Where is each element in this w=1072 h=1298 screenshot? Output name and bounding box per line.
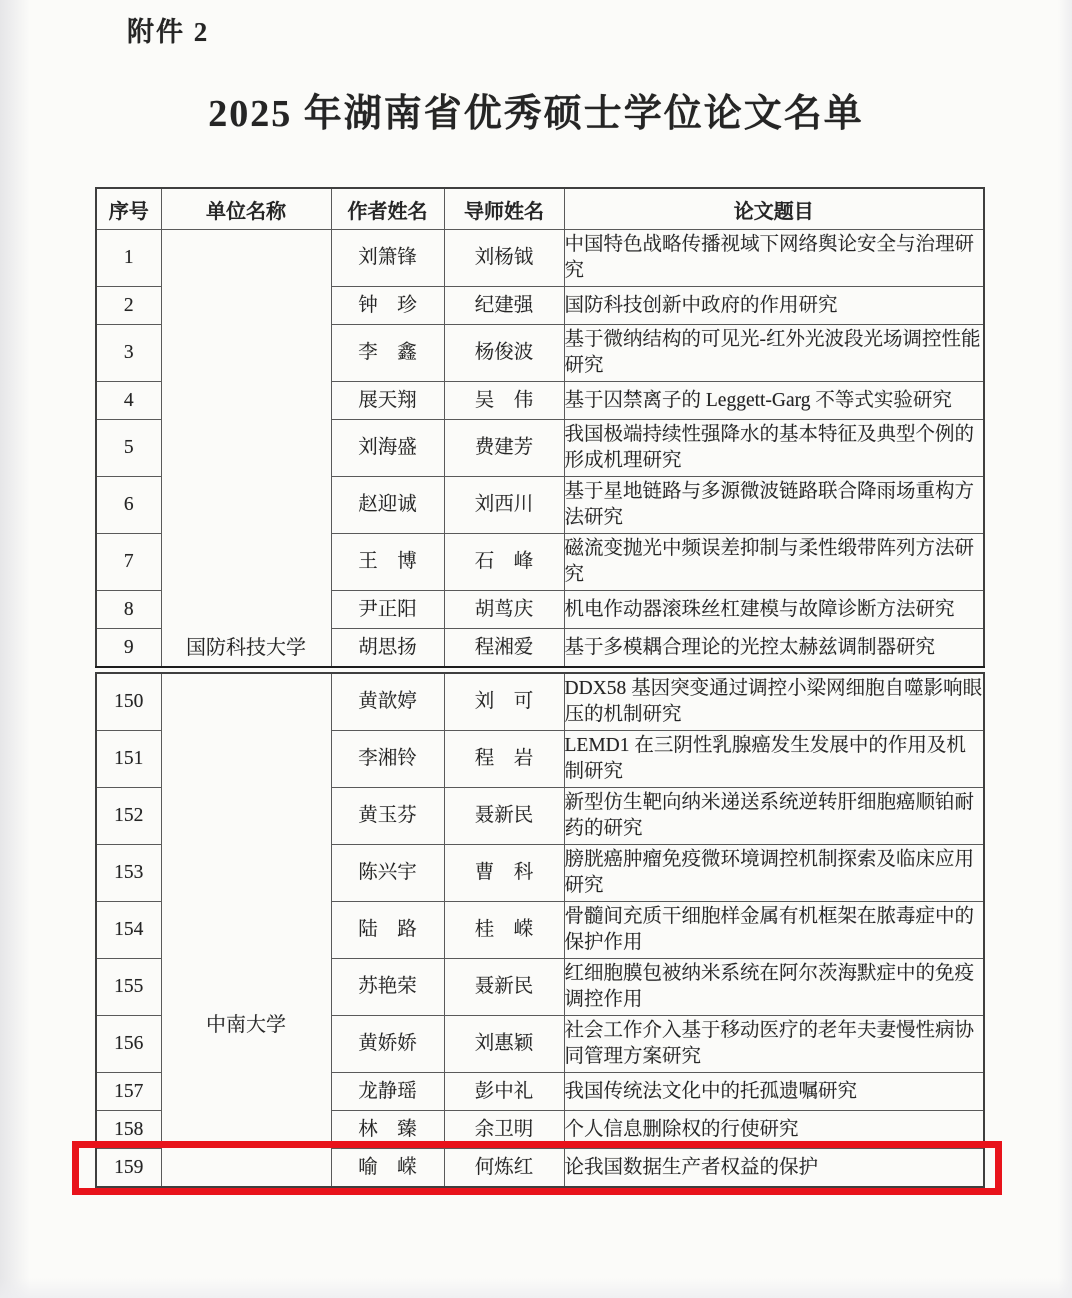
unit-name: 国防科技大学 (186, 637, 306, 659)
scan-artifact-bottom (0, 1278, 1072, 1298)
row-number-cell: 157 (96, 1073, 161, 1111)
unit-name-cell (161, 230, 331, 668)
mentor-name-cell: 刘 可 (444, 673, 564, 731)
mentor-name-cell: 程湘爱 (444, 629, 564, 668)
mentor-name-cell: 曹 科 (444, 845, 564, 902)
row-number-cell: 2 (96, 287, 161, 325)
row-number-cell: 3 (96, 325, 161, 382)
mentor-name-cell: 杨俊波 (444, 325, 564, 382)
author-name-cell: 龙静瑶 (331, 1073, 444, 1111)
row-number-cell: 8 (96, 591, 161, 629)
author-name-cell: 赵迎诚 (331, 477, 444, 534)
author-name-cell: 喻 嵘 (331, 1149, 444, 1188)
thesis-title-cell: 论我国数据生产者权益的保护 (564, 1149, 984, 1188)
thesis-title-cell: 膀胱癌肿瘤免疫微环境调控机制探索及临床应用研究 (564, 845, 984, 902)
author-name-cell: 黄歆婷 (331, 673, 444, 731)
mentor-name-cell: 石 峰 (444, 534, 564, 591)
row-number-cell: 153 (96, 845, 161, 902)
mentor-name-cell: 吴 伟 (444, 382, 564, 420)
column-header: 导师姓名 (444, 188, 564, 230)
author-name-cell: 王 博 (331, 534, 444, 591)
thesis-title-cell: DDX58 基因突变通过调控小梁网细胞自噬影响眼压的机制研究 (564, 673, 984, 731)
row-number-cell: 152 (96, 788, 161, 845)
author-name-cell: 黄娇娇 (331, 1016, 444, 1073)
mentor-name-cell: 何炼红 (444, 1149, 564, 1188)
table-row (96, 673, 984, 731)
row-number-cell: 7 (96, 534, 161, 591)
mentor-name-cell: 彭中礼 (444, 1073, 564, 1111)
row-number-cell: 150 (96, 673, 161, 731)
author-name-cell: 尹正阳 (331, 591, 444, 629)
thesis-title-cell: 基于多模耦合理论的光控太赫兹调制器研究 (564, 629, 984, 668)
author-name-cell: 胡思扬 (331, 629, 444, 668)
scan-artifact-left (0, 0, 30, 1298)
author-name-cell: 陈兴宇 (331, 845, 444, 902)
author-name-cell: 黄玉芬 (331, 788, 444, 845)
row-number-cell: 4 (96, 382, 161, 420)
thesis-title-cell: 红细胞膜包被纳米系统在阿尔茨海默症中的免疫调控作用 (564, 959, 984, 1016)
mentor-name-cell: 刘惠颖 (444, 1016, 564, 1073)
thesis-title-cell: 国防科技创新中政府的作用研究 (564, 287, 984, 325)
mentor-name-cell: 聂新民 (444, 788, 564, 845)
author-name-cell: 展天翔 (331, 382, 444, 420)
column-header: 序号 (96, 188, 161, 230)
column-header: 作者姓名 (331, 188, 444, 230)
thesis-title-cell: LEMD1 在三阴性乳腺癌发生发展中的作用及机制研究 (564, 731, 984, 788)
mentor-name-cell: 程 岩 (444, 731, 564, 788)
author-name-cell: 李湘铃 (331, 731, 444, 788)
thesis-title-cell: 基于星地链路与多源微波链路联合降雨场重构方法研究 (564, 477, 984, 534)
author-name-cell: 刘箫锋 (331, 230, 444, 287)
scan-artifact-right (1058, 0, 1072, 1298)
row-number-cell: 6 (96, 477, 161, 534)
row-number-cell: 1 (96, 230, 161, 287)
mentor-name-cell: 费建芳 (444, 420, 564, 477)
thesis-table-block-2 (95, 672, 985, 1188)
author-name-cell: 苏艳荣 (331, 959, 444, 1016)
mentor-name-cell: 胡茑庆 (444, 591, 564, 629)
unit-name-cell (161, 673, 331, 1187)
thesis-title-cell: 个人信息删除权的行使研究 (564, 1111, 984, 1149)
column-header: 论文题目 (564, 188, 984, 230)
row-number-cell: 5 (96, 420, 161, 477)
mentor-name-cell: 刘杨钺 (444, 230, 564, 287)
header-row (96, 188, 984, 230)
thesis-title-cell: 基于囚禁离子的 Leggett-Garg 不等式实验研究 (564, 382, 984, 420)
row-number-cell: 9 (96, 629, 161, 668)
thesis-title-cell: 我国极端持续性强降水的基本特征及典型个例的形成机理研究 (564, 420, 984, 477)
attachment-label: 附件 2 (127, 17, 210, 47)
thesis-table-area (95, 187, 983, 1188)
row-number-cell: 154 (96, 902, 161, 959)
mentor-name-cell: 余卫明 (444, 1111, 564, 1149)
thesis-title-cell: 新型仿生靶向纳米递送系统逆转肝细胞癌顺铂耐药的研究 (564, 788, 984, 845)
mentor-name-cell: 刘西川 (444, 477, 564, 534)
author-name-cell: 钟 珍 (331, 287, 444, 325)
author-name-cell: 李 鑫 (331, 325, 444, 382)
column-header: 单位名称 (161, 188, 331, 230)
row-number-cell: 151 (96, 731, 161, 788)
thesis-title-cell: 基于微纳结构的可见光-红外光波段光场调控性能研究 (564, 325, 984, 382)
table-row (96, 230, 984, 287)
thesis-title-cell: 中国特色战略传播视域下网络舆论安全与治理研究 (564, 230, 984, 287)
page-title: 2025 年湖南省优秀硕士学位论文名单 (208, 93, 864, 135)
row-number-cell: 155 (96, 959, 161, 1016)
unit-name: 中南大学 (206, 1014, 286, 1036)
row-number-cell: 158 (96, 1111, 161, 1149)
mentor-name-cell: 聂新民 (444, 959, 564, 1016)
mentor-name-cell: 纪建强 (444, 287, 564, 325)
thesis-title-cell: 磁流变抛光中频误差抑制与柔性缎带阵列方法研究 (564, 534, 984, 591)
thesis-title-cell: 我国传统法文化中的托孤遗嘱研究 (564, 1073, 984, 1111)
author-name-cell: 林 臻 (331, 1111, 444, 1149)
row-number-cell: 159 (96, 1149, 161, 1188)
thesis-title-cell: 骨髓间充质干细胞样金属有机框架在脓毒症中的保护作用 (564, 902, 984, 959)
mentor-name-cell: 桂 嵘 (444, 902, 564, 959)
row-number-cell: 156 (96, 1016, 161, 1073)
thesis-table-block-1 (95, 187, 985, 668)
author-name-cell: 刘海盛 (331, 420, 444, 477)
thesis-title-cell: 机电作动器滚珠丝杠建模与故障诊断方法研究 (564, 591, 984, 629)
thesis-title-cell: 社会工作介入基于移动医疗的老年夫妻慢性病协同管理方案研究 (564, 1016, 984, 1073)
author-name-cell: 陆 路 (331, 902, 444, 959)
